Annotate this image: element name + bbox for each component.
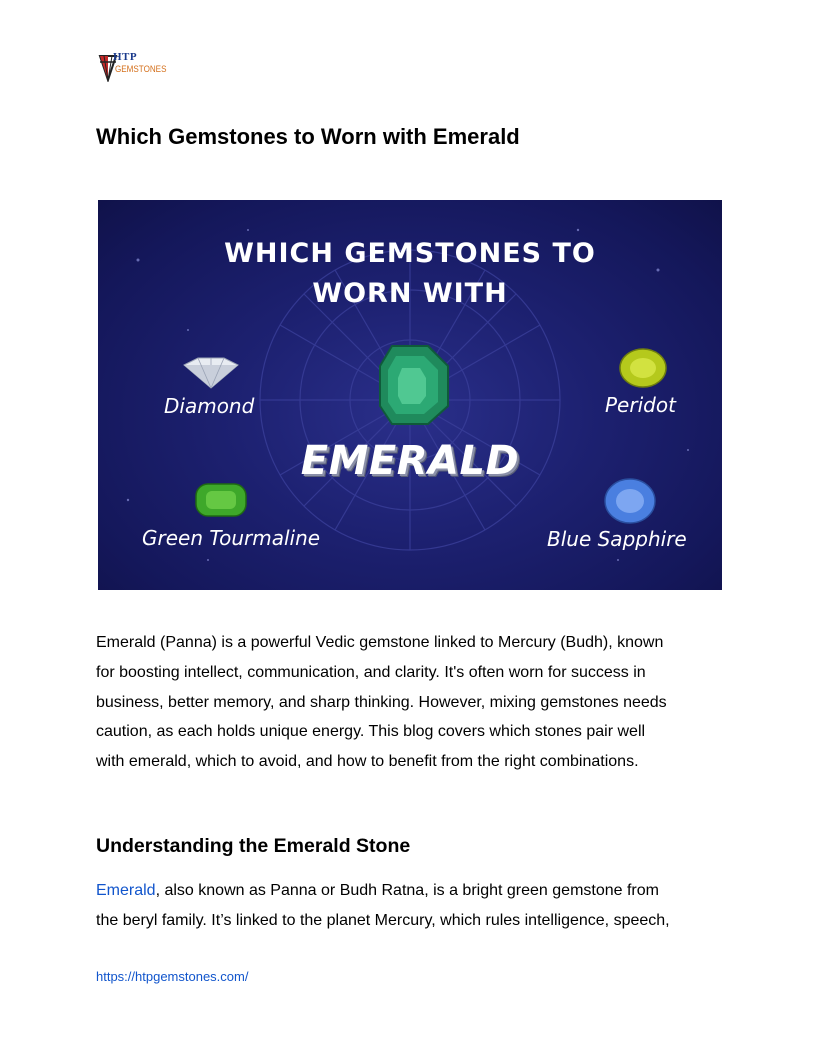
emerald-gem-icon bbox=[380, 346, 448, 424]
banner-heading-line2: WORN WITH bbox=[312, 278, 508, 309]
label-peridot: Peridot bbox=[605, 393, 676, 417]
section-line bbox=[96, 876, 736, 906]
peridot-gem-icon bbox=[620, 349, 666, 387]
section-line: the beryl family. It’s linked to the planet Mercury, which rules intelligence, speech, bbox=[96, 911, 670, 929]
brand-logo[interactable] bbox=[98, 50, 188, 84]
diamond-gem-icon bbox=[184, 358, 238, 388]
emerald-link[interactable]: Emerald bbox=[96, 882, 156, 899]
banner-center-word: EMERALD bbox=[300, 438, 520, 484]
intro-line: for boosting intellect, communication, and clarity. It's often worn for success in bbox=[96, 663, 646, 681]
green-tourmaline-gem-icon bbox=[196, 484, 246, 516]
logo-text-htp: HTP bbox=[113, 51, 138, 63]
intro-line: with emerald, which to avoid, and how to benefit from the right combinations. bbox=[96, 753, 639, 771]
intro-line: caution, as each holds unique energy. This blog covers which stones pair well bbox=[96, 723, 646, 741]
section-paragraph bbox=[96, 876, 736, 936]
label-blue-sapphire: Blue Sapphire bbox=[547, 527, 687, 551]
section-line1-text: , also known as Panna or Budh Ratna, is a bright green gemstone from bbox=[155, 882, 659, 899]
intro-paragraph bbox=[96, 628, 736, 777]
logo-text-gemstones: GEMSTONES bbox=[115, 64, 167, 75]
page-title: Which Gemstones to Worn with Emerald bbox=[96, 124, 520, 149]
hero-banner-image bbox=[98, 200, 722, 590]
intro-line: business, better memory, and sharp thinking. However, mixing gemstones needs bbox=[96, 693, 667, 711]
label-green-tourmaline: Green Tourmaline bbox=[142, 526, 321, 550]
label-diamond: Diamond bbox=[164, 394, 255, 418]
section-heading: Understanding the Emerald Stone bbox=[96, 835, 411, 857]
footer-url-link[interactable]: https://htpgemstones.com/ bbox=[96, 969, 249, 984]
intro-line: Emerald (Panna) is a powerful Vedic gemstone linked to Mercury (Budh), known bbox=[96, 634, 664, 651]
banner-heading-line1: WHICH GEMSTONES TO bbox=[224, 238, 596, 269]
blue-sapphire-gem-icon bbox=[605, 479, 655, 523]
